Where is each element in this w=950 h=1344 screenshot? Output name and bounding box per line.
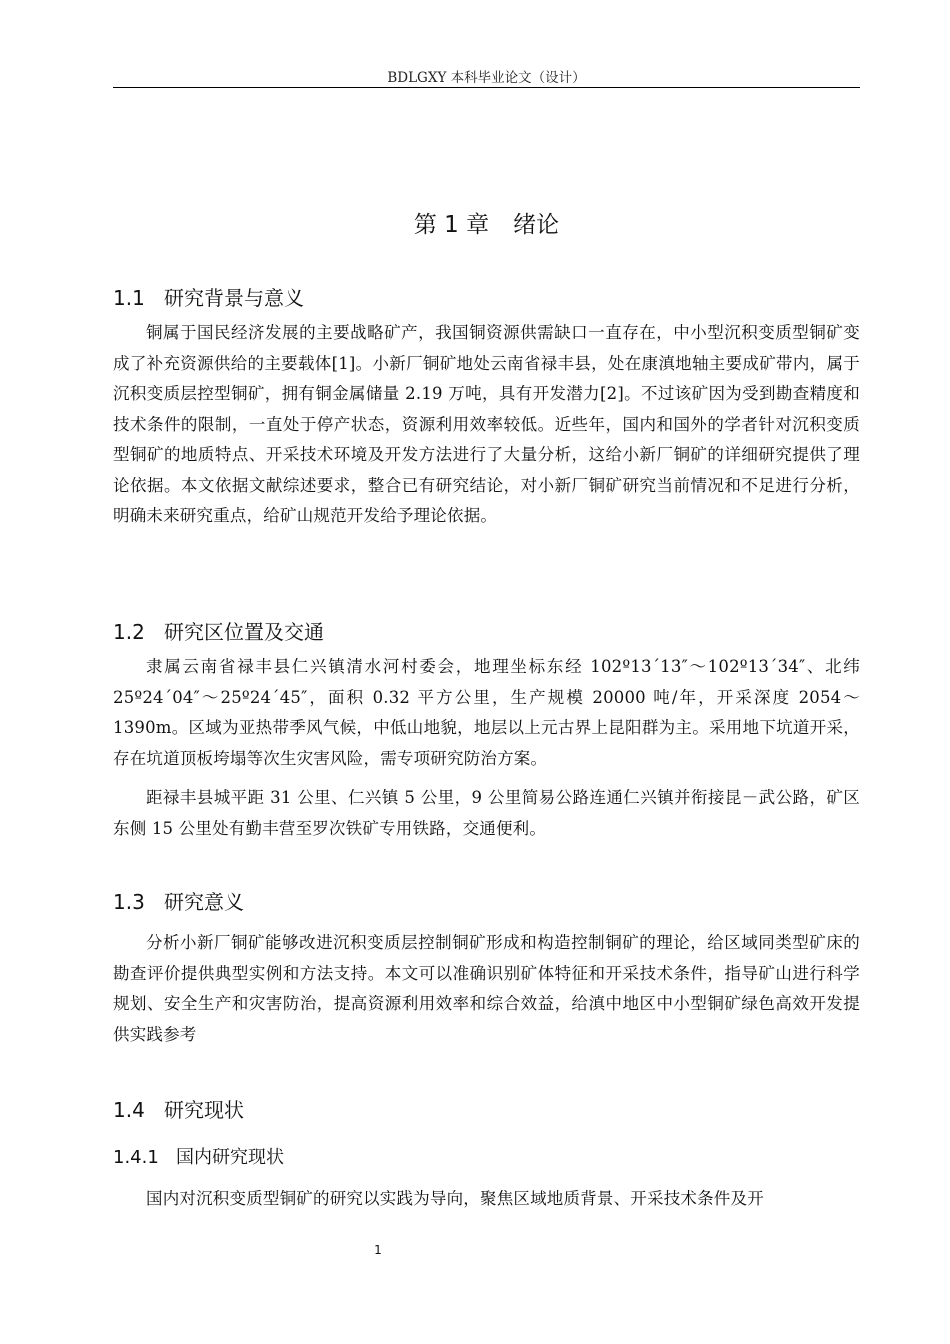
section-title: 研究意义 <box>164 890 244 914</box>
section-title: 研究区位置及交通 <box>164 620 324 644</box>
paragraph-1-4-1-1: 国内对沉积变质型铜矿的研究以实践为导向，聚焦区域地质背景、开采技术条件及开 <box>146 1189 764 1208</box>
subsection-heading-1-4-1 <box>113 1143 284 1169</box>
section-heading-1-2 <box>113 616 324 645</box>
paragraph-1-1-1: 铜属于国民经济发展的主要战略矿产，我国铜资源供需缺口一直存在，中小型沉积变质型铜矿变成了补充资源供给的主要载体[1]。小新厂铜矿地处云南省禄丰县，处在康滇地轴主要成矿带内，属于沉积变质层控型铜矿，拥有铜金属储量 2.19 万吨，具有开发潜力[2]。不过该矿因为受到勘查精度和技术条件的限制，一直处于停产状态，资源利用效率较低。近些年，国内和国外的学者针对沉积变质型铜矿的地质特点、开采技术环境及开发方法进行了大量分析，这给小新厂铜矿的详细研究提供了理论依据。本文依据文献综述要求，整合已有研究结论，对小新厂铜矿研究当前情况和不足进行分析，明确未来研究重点，给矿山规范开发给予理论依据。 <box>113 323 860 525</box>
section-number: 1.1 <box>113 286 145 310</box>
section-number: 1.4 <box>113 1098 145 1122</box>
chapter-title <box>113 206 860 239</box>
paragraph-1-2-2: 距禄丰县城平距 31 公里、仁兴镇 5 公里，9 公里简易公路连通仁兴镇并衔接昆－武公路，矿区东侧 15 公里处有勤丰营至罗次铁矿专用铁路，交通便利。 <box>113 788 860 838</box>
section-title: 研究现状 <box>164 1098 244 1122</box>
section-number: 1.3 <box>113 890 145 914</box>
header-rule <box>113 87 860 88</box>
section-heading-1-1 <box>113 282 304 311</box>
section-heading-1-4 <box>113 1094 244 1123</box>
chapter-number: 第 1 章 <box>413 212 490 238</box>
running-header: BDLGXY 本科毕业论文（设计） <box>387 70 586 86</box>
paragraph-1-2-1: 隶属云南省禄丰县仁兴镇清水河村委会，地理坐标东经 102º13´13″～102º13´34″、北纬 25º24´04″～25º24´45″，面积 0.32 平方公里，生产规模 20000 吨/年，开采深度 2054～1390m。区域为亚热带季风气候，中低山地貌，地层以上元古界上昆阳群为主。采用地下坑道开采，存在坑道顶板垮塌等次生灾害风险，需专项研究防治方案。 <box>113 657 860 768</box>
paragraph-1-3-1: 分析小新厂铜矿能够改进沉积变质层控制铜矿形成和构造控制铜矿的理论，给区域同类型矿床的勘查评价提供典型实例和方法支持。本文可以准确识别矿体特征和开采技术条件，指导矿山进行科学规划、安全生产和灾害防治，提高资源利用效率和综合效益，给滇中地区中小型铜矿绿色高效开发提供实践参考 <box>113 933 860 1044</box>
section-number: 1.2 <box>113 620 145 644</box>
page-number: 1 <box>374 1243 382 1257</box>
chapter-name: 绪论 <box>513 212 560 238</box>
subsection-number: 1.4.1 <box>113 1147 159 1168</box>
section-heading-1-3 <box>113 886 244 915</box>
subsection-title: 国内研究现状 <box>176 1147 284 1168</box>
section-title: 研究背景与意义 <box>164 286 304 310</box>
